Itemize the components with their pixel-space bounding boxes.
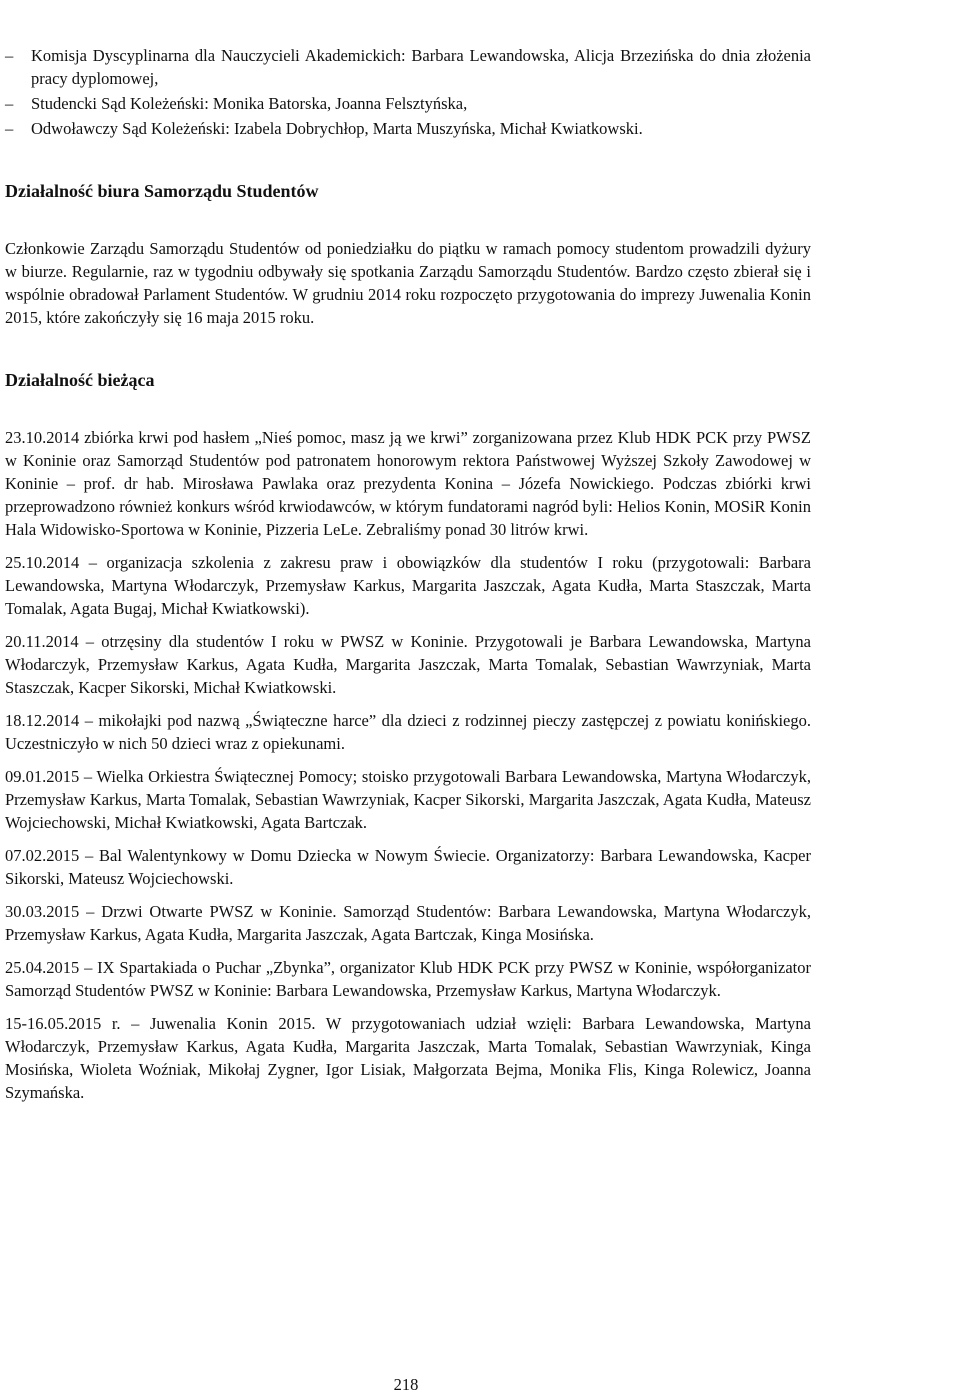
document-page <box>5 44 811 1114</box>
event-paragraph: 23.10.2014 zbiórka krwi pod hasłem „Nieś pomoc, masz ją we krwi” zorganizowana przez Klub HDK PCK przy PWSZ w Koninie oraz Samorząd Studentów pod patronatem honorowym rektora Państwowej Wyższej Szkoły Zawodowej w Koninie – prof. dr hab. Mirosława Pawlaka oraz prezydenta Konina – Józefa Nowickiego. Podczas zbiórki krwi przeprowadzono również konkurs wśród krwiodawców, w którym fundatorami nagród byli: Helios Konin, MOSiR Konin Hala Widowisko-Sportowa w Koninie, Pizzeria LeLe. Zebraliśmy ponad 30 litrów krwi. <box>5 428 811 539</box>
event-paragraph: 25.04.2015 – IX Spartakiada o Puchar „Zbynka”, organizator Klub HDK PCK przy PWSZ w Koninie, współorganizator Samorząd Studentów PWSZ w Koninie: Barbara Lewandowska, Przemysław Karkus, Martyna Włodarczyk. <box>5 958 811 1000</box>
section-heading-biezaca: Działalność bieżąca <box>5 370 155 390</box>
list-item: – Studencki Sąd Koleżeński: Monika Batorska, Joanna Felsztyńska, <box>5 92 811 115</box>
event-paragraph: 20.11.2014 – otrzęsiny dla studentów I roku w PWSZ w Koninie. Przygotowali je Barbara Lewandowska, Martyna Włodarczyk, Przemysław Karkus, Agata Kudła, Margarita Jaszczak, Marta Tomalak, Sebastian Wawrzyniak, Marta Staszczak, Kacper Sikorski, Michał Kwiatkowski. <box>5 632 811 697</box>
events-list <box>5 426 811 1104</box>
section-heading-biuro: Działalność biura Samorządu Studentów <box>5 181 319 201</box>
event-paragraph: 09.01.2015 – Wielka Orkiestra Świątecznej Pomocy; stoisko przygotowali Barbara Lewandowska, Martyna Włodarczyk, Przemysław Karkus, Marta Tomalak, Sebastian Wawrzyniak, Kacper Sikorski, Margarita Jaszczak, Agata Kudła, Mateusz Wojciechowski, Michał Kwiatkowski, Agata Bartczak. <box>5 767 811 832</box>
event-paragraph: 18.12.2014 – mikołajki pod nazwą „Świąteczne harce” dla dzieci z rodzinnej pieczy zastępczej z powiatu konińskiego. Uczestniczyło w nich 50 dzieci wraz z opiekunami. <box>5 711 811 753</box>
list-item: – Komisja Dyscyplinarna dla Nauczycieli Akademickich: Barbara Lewandowska, Alicja Brzezińska do dnia złożenia pracy dyplomowej, <box>5 44 811 90</box>
event-paragraph: 15-16.05.2015 r. – Juwenalia Konin 2015. W przygotowaniach udział wzięli: Barbara Lewandowska, Martyna Włodarczyk, Przemysław Karkus, Agata Kudła, Margarita Jaszczak, Marta Tomalak, Sebastian Wawrzyniak, Kinga Mosińska, Wioleta Woźniak, Mikołaj Zygner, Igor Lisiak, Małgorzata Bejma, Monika Flis, Kinga Rolewicz, Joanna Szymańska. <box>5 1014 811 1102</box>
page-number: 218 <box>393 1375 419 1394</box>
event-paragraph: 25.10.2014 – organizacja szkolenia z zakresu praw i obowiązków dla studentów I roku (przygotowali: Barbara Lewandowska, Martyna Włodarczyk, Przemysław Karkus, Margarita Jaszczak, Agata Kudła, Marta Staszczak, Marta Tomalak, Agata Bugaj, Michał Kwiatkowski). <box>5 553 811 618</box>
biuro-paragraph: Członkowie Zarządu Samorządu Studentów od poniedziałku do piątku w ramach pomocy studentom prowadzili dyżury w biurze. Regularnie, raz w tygodniu odbywały się spotkania Zarządu Samorządu Studentów. Bardzo często zbierał się i wspólnie obradował Parlament Studentów. W grudniu 2014 roku rozpoczęto przygotowania do imprezy Juwenalia Konin 2015, które zakończyły się 16 maja 2015 roku. <box>5 239 811 327</box>
event-paragraph: 07.02.2015 – Bal Walentynkowy w Domu Dziecka w Nowym Świecie. Organizatorzy: Barbara Lewandowska, Kacper Sikorski, Mateusz Wojciechowski. <box>5 846 811 888</box>
event-paragraph: 30.03.2015 – Drzwi Otwarte PWSZ w Koninie. Samorząd Studentów: Barbara Lewandowska, Martyna Włodarczyk, Przemysław Karkus, Agata Kudła, Margarita Jaszczak, Agata Bartczak, Kinga Mosińska. <box>5 902 811 944</box>
list-item: – Odwoławczy Sąd Koleżeński: Izabela Dobrychłop, Marta Muszyńska, Michał Kwiatkowski. <box>5 117 811 140</box>
committee-list <box>5 44 811 140</box>
